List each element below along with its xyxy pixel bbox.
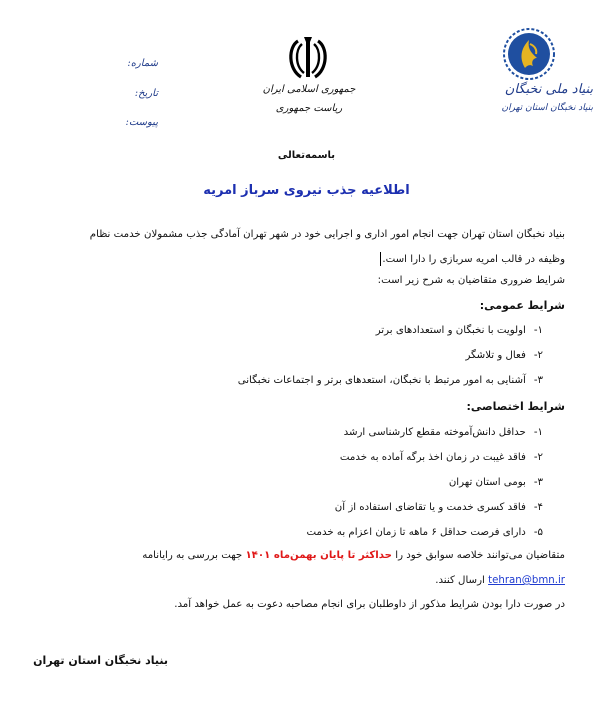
general-conditions-heading: شرایط عمومی: bbox=[479, 299, 565, 312]
item-number: ۳- bbox=[533, 375, 543, 386]
item-number: ۲- bbox=[533, 350, 543, 361]
closing-text-end: ارسال کنند. bbox=[435, 575, 485, 586]
closing-text-mid: جهت بررسی به رایانامه bbox=[142, 550, 243, 561]
item-text: فاقد کسری خدمت و یا تقاضای استفاده از آن bbox=[334, 502, 526, 513]
item-text: بومی استان تهران bbox=[448, 477, 526, 488]
emblem-caption-republic: جمهوری اسلامی ایران bbox=[262, 84, 356, 95]
item-text: فعال و تلاشگر bbox=[465, 350, 526, 361]
intro-line-2 bbox=[380, 252, 565, 266]
announcement-title: اطلاعیه جذب نیروی سرباز امریه bbox=[203, 183, 410, 198]
emblem-caption-presidency: ریاست جمهوری bbox=[275, 103, 343, 114]
number-label: شماره: bbox=[127, 58, 158, 69]
intro-line-2-text: وظیفه در قالب امریه سربازی را دارا است. bbox=[382, 254, 565, 265]
closing-text-start: متقاضیان می‌توانند خلاصه سوابق خود را bbox=[395, 550, 565, 561]
specific-conditions-heading: شرایط اختصاصی: bbox=[466, 400, 565, 413]
item-number: ۱- bbox=[533, 427, 543, 438]
iran-emblem-icon bbox=[283, 33, 333, 83]
closing-line-2 bbox=[435, 575, 565, 586]
item-text: اولویت با نخبگان و استعدادهای برتر bbox=[375, 325, 526, 336]
specific-item bbox=[340, 452, 543, 463]
interview-note: در صورت دارا بودن شرایط مذکور از داوطلبان برای انجام مصاحبه دعوت به عمل خواهد آمد. bbox=[174, 599, 565, 610]
specific-item bbox=[335, 502, 543, 513]
intro-line-1: بنیاد نخبگان استان تهران جهت انجام امور اداری و اجرایی خود در شهر تهران آمادگی جذب مشمولان خدمت نظام bbox=[89, 229, 565, 240]
signature: بنیاد نخبگان استان تهران bbox=[33, 654, 168, 667]
item-number: ۵- bbox=[533, 527, 543, 538]
item-text: حداقل دانش‌آموخته مقطع کارشناسی ارشد bbox=[343, 427, 526, 438]
attachment-label: پیوست: bbox=[125, 117, 158, 128]
item-text: فاقد غیبت در زمان اخذ برگه آماده به خدمت bbox=[339, 452, 526, 463]
email-link[interactable]: tehran@bmn.ir bbox=[488, 575, 565, 586]
date-label: تاریخ: bbox=[134, 88, 158, 99]
deadline-highlight: حداکثر تا پایان بهمن‌ماه ۱۴۰۱ bbox=[245, 550, 393, 561]
general-item bbox=[376, 325, 543, 336]
logo-subtitle: بنیاد نخبگان استان تهران bbox=[501, 103, 593, 113]
intro-line-3: شرایط ضروری متقاضیان به شرح زیر است: bbox=[377, 275, 565, 286]
item-number: ۴- bbox=[533, 502, 543, 513]
item-number: ۱- bbox=[533, 325, 543, 336]
item-number: ۲- bbox=[533, 452, 543, 463]
elite-foundation-logo-icon bbox=[503, 28, 555, 80]
item-text: دارای فرصت حداقل ۶ ماهه تا زمان اعزام به خدمت bbox=[306, 527, 526, 538]
logo-title: بنیاد ملی نخبگان bbox=[504, 82, 593, 97]
specific-item bbox=[307, 527, 543, 538]
item-text: آشنایی به امور مرتبط با نخبگان، استعدهای برتر و اجتماعات نخبگانی bbox=[237, 375, 526, 386]
general-item bbox=[238, 375, 543, 386]
item-number: ۳- bbox=[533, 477, 543, 488]
closing-line-1 bbox=[142, 550, 565, 561]
bismillah-heading: باسمه‌تعالی bbox=[277, 150, 336, 161]
general-item bbox=[465, 350, 543, 361]
specific-item bbox=[344, 427, 543, 438]
specific-item bbox=[449, 477, 543, 488]
